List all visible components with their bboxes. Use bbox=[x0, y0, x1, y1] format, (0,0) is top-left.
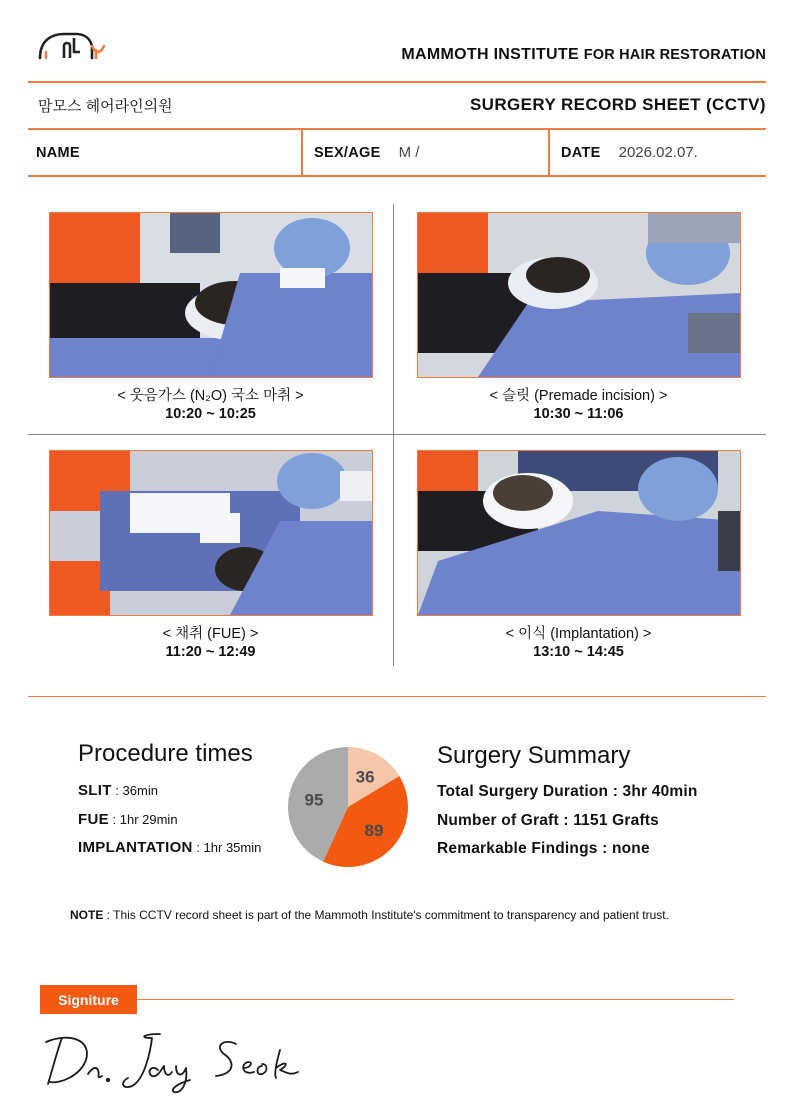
caption-title: < 이식 (Implantation) > bbox=[505, 626, 652, 642]
procedure-item bbox=[78, 839, 261, 856]
cctv-photo-slit bbox=[417, 212, 741, 378]
photo-caption bbox=[406, 625, 751, 661]
caption-title: < 채취 (FUE) > bbox=[162, 626, 259, 642]
sexage-value: M / bbox=[398, 144, 420, 161]
photo-grid-vertical-divider bbox=[393, 204, 394, 666]
procedure-item-label: SLIT bbox=[78, 782, 112, 799]
procedure-pie-chart bbox=[287, 746, 409, 868]
caption-time: 11:20 ~ 12:49 bbox=[165, 644, 256, 660]
institute-name bbox=[401, 46, 766, 64]
info-divider bbox=[301, 130, 303, 176]
info-bottom-rule bbox=[28, 175, 766, 177]
summary-duration: Total Surgery Duration : 3hr 40min bbox=[437, 783, 698, 800]
cctv-photo-implantation bbox=[417, 450, 741, 616]
institute-main-name: MAMMOTH INSTITUTE bbox=[401, 46, 579, 63]
institute-sub-name: FOR HAIR RESTORATION bbox=[583, 47, 766, 63]
signature-line bbox=[137, 999, 734, 1000]
info-divider bbox=[548, 130, 550, 176]
cctv-photo-anesthesia bbox=[49, 212, 373, 378]
caption-time: 13:10 ~ 14:45 bbox=[533, 644, 624, 660]
cctv-photo-fue bbox=[49, 450, 373, 616]
procedure-item-value: : 1hr 29min bbox=[108, 812, 178, 827]
photo-grid-horizontal-divider bbox=[28, 434, 766, 435]
procedure-item-value: : 36min bbox=[111, 783, 158, 798]
pie-label-slit: 36 bbox=[355, 767, 375, 787]
summary-findings: Remarkable Findings : none bbox=[437, 840, 650, 857]
caption-time: 10:30 ~ 11:06 bbox=[533, 406, 624, 422]
signature-tag: Signiture bbox=[40, 985, 137, 1014]
date-value: 2026.02.07. bbox=[618, 144, 698, 161]
institute-logo bbox=[36, 28, 108, 64]
photo-caption bbox=[38, 625, 383, 661]
name-label: NAME bbox=[36, 144, 80, 161]
procedure-item-label: IMPLANTATION bbox=[78, 839, 193, 856]
pie-svg bbox=[287, 746, 409, 868]
procedure-item-value: : 1hr 35min bbox=[192, 840, 262, 855]
procedure-times-title: Procedure times bbox=[78, 740, 253, 767]
surgery-summary-title: Surgery Summary bbox=[437, 742, 631, 769]
sheet-title: SURGERY RECORD SHEET (CCTV) bbox=[469, 95, 766, 114]
section-rule bbox=[28, 696, 766, 697]
patient-info-row bbox=[28, 130, 766, 175]
caption-title: < 웃음가스 (N₂O) 국소 마취 > bbox=[117, 388, 304, 404]
pie-label-fue: 89 bbox=[364, 821, 384, 841]
date-label: DATE bbox=[561, 144, 601, 161]
caption-time: 10:20 ~ 10:25 bbox=[165, 406, 256, 422]
header-rule bbox=[28, 81, 766, 83]
note bbox=[70, 908, 669, 922]
procedure-item bbox=[78, 811, 178, 828]
procedure-item bbox=[78, 782, 158, 799]
photo-caption bbox=[406, 387, 751, 423]
handwritten-signature bbox=[40, 1024, 310, 1094]
clinic-korean-name: 맘모스 헤어라인의원 bbox=[38, 98, 173, 115]
note-label: NOTE bbox=[70, 908, 104, 922]
procedure-item-label: FUE bbox=[78, 811, 109, 828]
summary-grafts: Number of Graft : 1151 Grafts bbox=[437, 812, 659, 829]
sexage-label: SEX/AGE bbox=[314, 144, 381, 161]
photo-caption bbox=[38, 387, 383, 423]
pie-label-implantation: 95 bbox=[304, 790, 324, 810]
note-text: : This CCTV record sheet is part of the Mammoth Institute's commitment to transparency and patient trust. bbox=[103, 908, 669, 922]
caption-title: < 슬릿 (Premade incision) > bbox=[489, 388, 668, 404]
